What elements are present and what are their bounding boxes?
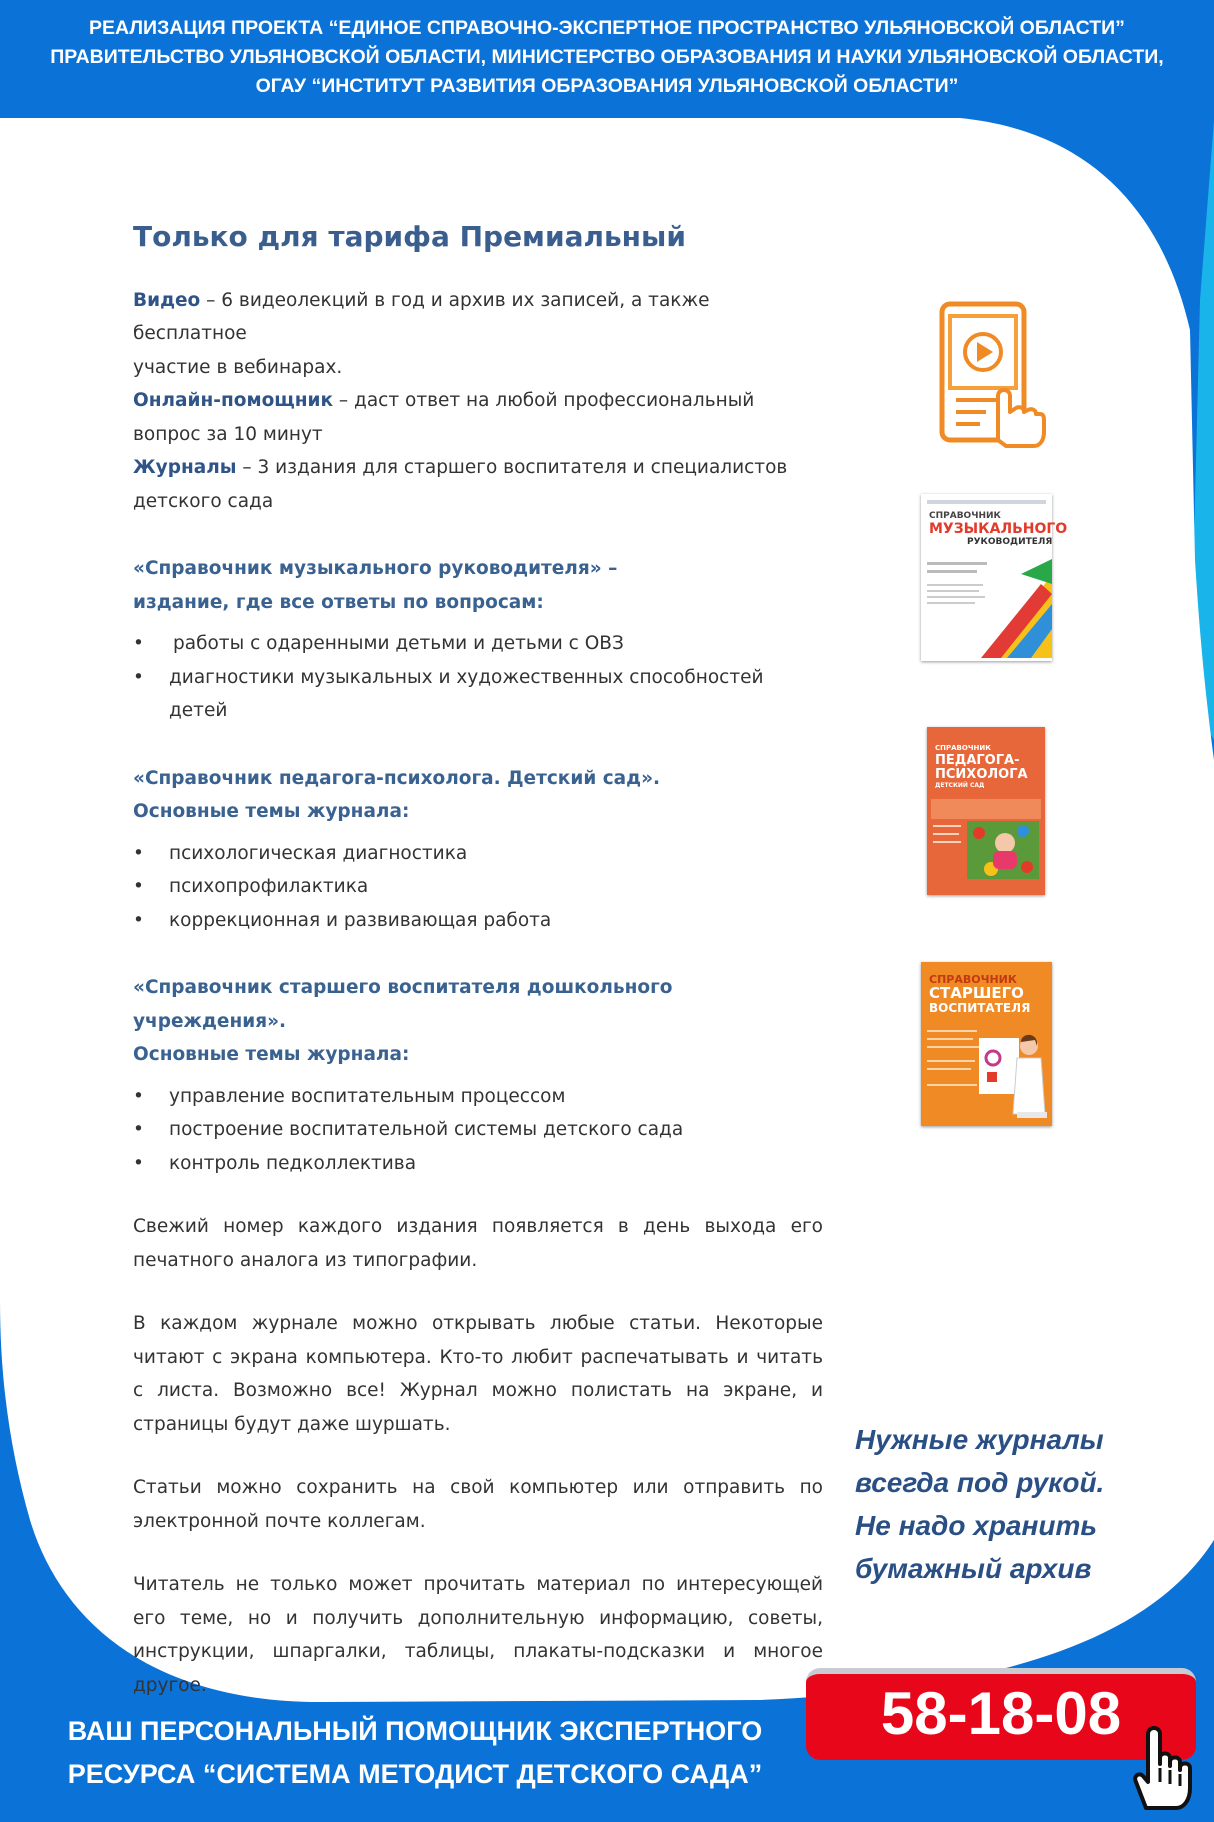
journal-topics: [133, 837, 823, 938]
cover-title: ДЕТСКИЙ САД: [935, 782, 985, 789]
journal-title-line: Основные темы журнала:: [133, 801, 410, 822]
cover-title: ВОСПИТАТЕЛЯ: [929, 1001, 1031, 1015]
feature-text: – даст ответ на любой профессиональный: [333, 390, 755, 411]
list-item: • работы с одаренными детьми и детьми с ОВЗ: [133, 627, 823, 661]
header-line-3: ОГАУ “ИНСТИТУТ РАЗВИТИЯ ОБРАЗОВАНИЯ УЛЬЯНОВСКОЙ ОБЛАСТИ”: [255, 75, 959, 97]
cover-title: РУКОВОДИТЕЛЯ: [967, 537, 1053, 547]
footer-line: ВАШ ПЕРСОНАЛЬНЫЙ ПОМОЩНИК ЭКСПЕРТНОГО: [67, 1716, 763, 1746]
pointer-hand-icon: [1124, 1722, 1194, 1812]
journal-title: [133, 552, 823, 619]
journal-senior: [133, 971, 823, 1180]
cover-title: ПЕДАГОГА-: [935, 753, 1020, 768]
feature-video-cont: участие в вебинарах.: [133, 356, 343, 378]
phone-number-button[interactable]: 58-18-08: [806, 1668, 1196, 1760]
list-item: • построение воспитательной системы детского сада: [133, 1113, 823, 1147]
side-quote-line: бумажный архив: [855, 1553, 1092, 1584]
senior-journal-cover: [921, 962, 1052, 1126]
feature-journals: [133, 451, 823, 485]
paragraph-saving: Статьи можно сохранить на свой компьютер или отправить по электронной почте коллегам.: [133, 1477, 823, 1532]
cover-title: ПСИХОЛОГА: [935, 767, 1028, 782]
list-item: • коррекционная и развивающая работа: [133, 904, 823, 938]
side-quote: [855, 1418, 1175, 1590]
feature-journals-cont: детского сада: [133, 490, 274, 512]
paragraph-fresh-issue: Свежий номер каждого издания появляется в день выхода его печатного аналога из типографии.: [133, 1216, 823, 1271]
music-journal-cover: [921, 494, 1068, 661]
journal-title-line: «Справочник старшего воспитателя дошкольного учреждения».: [133, 977, 673, 1032]
features-list: [133, 284, 823, 519]
feature-assistant: [133, 384, 823, 418]
footer-line: РЕСУРСА “СИСТЕМА МЕТОДИСТ ДЕТСКОГО САДА”: [67, 1759, 763, 1789]
journal-psych: [133, 762, 823, 938]
feature-label: Видео: [133, 289, 201, 311]
side-quote-line: всегда под рукой.: [855, 1467, 1105, 1498]
journal-title: [133, 971, 823, 1072]
feature-text: – 3 издания для старшего воспитателя и специалистов: [236, 457, 788, 478]
header-line-1: РЕАЛИЗАЦИЯ ПРОЕКТА “ЕДИНОЕ СПРАВОЧНО-ЭКСПЕРТНОЕ ПРОСТРАНСТВО УЛЬЯНОВСКОЙ ОБЛАСТИ”: [89, 17, 1125, 39]
journal-title: [133, 762, 823, 829]
list-item: • контроль педколлектива: [133, 1147, 823, 1181]
journal-title-line: Основные темы журнала:: [133, 1044, 410, 1065]
feature-text: – 6 видеолекций в год и архив их записей, а также бесплатное: [133, 289, 710, 344]
journal-topics: [133, 1080, 823, 1181]
footer-slogan: [20, 1710, 810, 1796]
video-tablet-icon: [936, 300, 1046, 446]
journal-topics: [133, 627, 823, 728]
header-line-2: ПРАВИТЕЛЬСТВО УЛЬЯНОВСКОЙ ОБЛАСТИ, МИНИСТЕРСТВО ОБРАЗОВАНИЯ И НАУКИ УЛЬЯНОВСКОЙ ОБЛАСТИ,: [50, 46, 1164, 68]
paragraph-reading: В каждом журнале можно открывать любые статьи. Некоторые читают с экрана компьютера. Кто-то любит распечатывать и читать с листа. Возможно все! Журнал можно полистать на экране, и страницы будут даже шуршать.: [133, 1313, 823, 1435]
feature-video: [133, 284, 823, 351]
journal-title-line: издание, где все ответы по вопросам:: [133, 591, 544, 613]
list-item: • управление воспитательным процессом: [133, 1080, 823, 1114]
page-title: Только для тарифа Премиальный: [133, 220, 686, 253]
psych-journal-cover: [927, 727, 1045, 895]
header-banner: [0, 0, 1214, 118]
journal-title-line: «Справочник музыкального руководителя» –: [133, 558, 618, 579]
cover-title: СПРАВОЧНИК: [929, 973, 1017, 986]
list-item: • психологическая диагностика: [133, 837, 823, 871]
journal-title-line: «Справочник педагога-психолога. Детский сад».: [133, 767, 661, 789]
main-content: [133, 220, 823, 1702]
feature-label: Онлайн-помощник: [133, 390, 334, 411]
cover-title: СПРАВОЧНИК: [929, 511, 1001, 521]
cover-title: СТАРШЕГО: [929, 984, 1024, 1002]
cover-title: СПРАВОЧНИК: [935, 744, 991, 752]
journal-music: [133, 552, 823, 728]
cover-title: МУЗЫКАЛЬНОГО: [929, 521, 1068, 537]
paragraph-extra-info: Читатель не только может прочитать материал по интересующей его теме, но и получить дополнительную информацию, советы, инструкции, шпаргалки, таблицы, плакаты-подсказки и многое другое.: [133, 1574, 823, 1696]
feature-label: Журналы: [133, 457, 237, 478]
list-item: • психопрофилактика: [133, 870, 823, 904]
list-item: • диагностики музыкальных и художественных способностей детей: [133, 661, 823, 728]
side-quote-line: Не надо хранить: [855, 1510, 1098, 1541]
side-quote-line: Нужные журналы: [855, 1424, 1104, 1455]
feature-assistant-cont: вопрос за 10 минут: [133, 423, 323, 445]
